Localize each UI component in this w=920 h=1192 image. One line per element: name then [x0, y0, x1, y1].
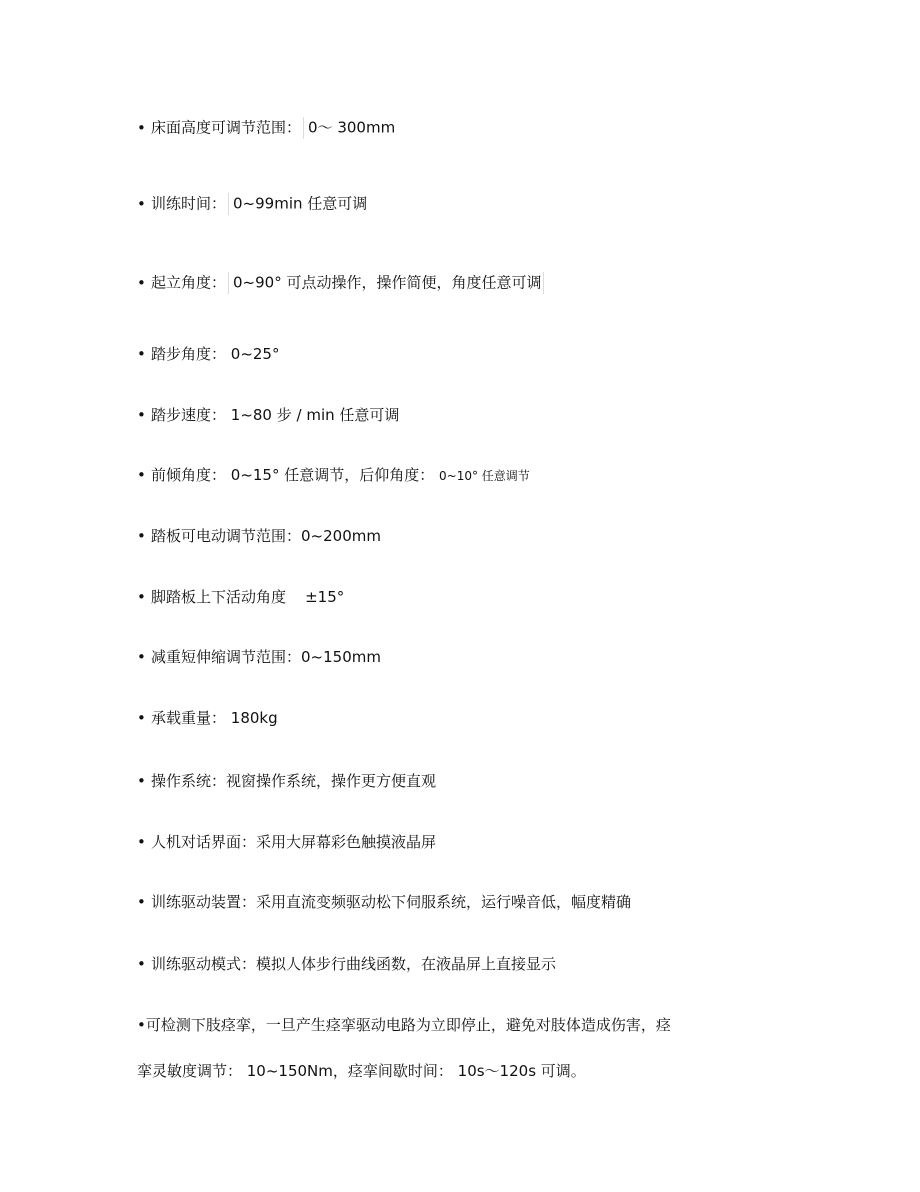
bullet: •: [137, 833, 146, 851]
spec-label: 前倾角度：: [151, 466, 231, 484]
spec-step-angle: [137, 344, 279, 364]
spec-value: 0~150mm: [301, 648, 381, 666]
spec-value: 0～ 300mm: [308, 118, 396, 137]
spec-value: 0~15° 任意调节，后仰角度：: [230, 466, 440, 484]
spec-label: 训练驱动装置：: [151, 893, 257, 911]
bullet: •: [137, 118, 146, 137]
spec-paragraph-text: 挛灵敏度调节： 10~150Nm，痉挛间歇时间： 10s～120s 可调。: [137, 1062, 586, 1080]
spec-label: 操作系统：: [151, 772, 227, 790]
spec-value: 1~80 步 / min 任意可调: [230, 406, 400, 424]
spec-value: 0~200mm: [301, 527, 381, 545]
spec-value: 0~25°: [230, 345, 280, 363]
spec-pedal-range: [137, 526, 381, 546]
spec-step-speed: [137, 405, 399, 425]
spec-label: 脚踏板上下活动角度: [151, 588, 287, 606]
spec-training-time: [137, 193, 367, 215]
spec-extra: 0~10° 任意调节: [439, 469, 530, 483]
divider: [303, 117, 304, 139]
bullet: •: [137, 893, 146, 911]
divider: [543, 272, 544, 294]
spec-label: 减重短伸缩调节范围：: [151, 648, 302, 666]
bullet: •: [137, 648, 146, 666]
spec-spasm-line-2: [137, 1061, 586, 1081]
spec-value: 模拟人体步行曲线函数，在液晶屏上直接显示: [256, 955, 557, 973]
spec-value: 0~99min 任意可调: [233, 194, 368, 213]
bullet: •: [137, 588, 146, 606]
spec-label: 训练时间：: [151, 194, 227, 213]
spec-os: [137, 771, 436, 791]
bullet: •: [137, 1016, 146, 1034]
divider: [228, 272, 229, 294]
spec-tilt-angle: [137, 465, 530, 486]
spec-load-capacity: [137, 708, 278, 728]
spec-label: 踏板可电动调节范围：: [151, 527, 302, 545]
bullet: •: [137, 406, 146, 424]
bullet: •: [137, 345, 146, 363]
spec-drive-device: [137, 892, 631, 912]
bullet: •: [137, 955, 146, 973]
bullet: •: [137, 709, 146, 727]
spec-spasm-line-1: [137, 1015, 671, 1035]
divider: [228, 193, 229, 215]
spec-value: 采用直流变频驱动松下伺服系统，运行噪音低，幅度精确: [256, 893, 632, 911]
spec-value: 180kg: [230, 709, 278, 727]
spec-hmi: [137, 832, 436, 852]
spec-drive-mode: [137, 954, 556, 974]
spec-label: 训练驱动模式：: [151, 955, 257, 973]
spec-label: 人机对话界面：: [151, 833, 257, 851]
bullet: •: [137, 273, 146, 292]
spec-value: 视窗操作系统，操作更方便直观: [226, 772, 437, 790]
spec-paragraph-text: 可检测下肢痉挛，一旦产生痉挛驱动电路为立即停止，避免对肢体造成伤害，痉: [145, 1016, 671, 1034]
bullet: •: [137, 194, 146, 213]
spec-label: 起立角度：: [151, 273, 227, 292]
spec-label: 踏步角度：: [151, 345, 231, 363]
spec-weight-reduction: [137, 647, 381, 667]
spec-label: 踏步速度：: [151, 406, 231, 424]
bullet: •: [137, 527, 146, 545]
bullet: •: [137, 466, 146, 484]
spec-label: 床面高度可调节范围：: [151, 118, 302, 137]
spec-value: 0~90° 可点动操作，操作简便，角度任意可调: [233, 273, 542, 292]
spec-pedal-angle: [137, 587, 344, 607]
spec-value: 采用大屏幕彩色触摸液晶屏: [256, 833, 437, 851]
spec-value: ±15°: [286, 588, 345, 606]
bullet: •: [137, 772, 146, 790]
spec-bed-height: [137, 117, 395, 139]
spec-label: 承载重量：: [151, 709, 231, 727]
spec-standing-angle: [137, 272, 548, 294]
